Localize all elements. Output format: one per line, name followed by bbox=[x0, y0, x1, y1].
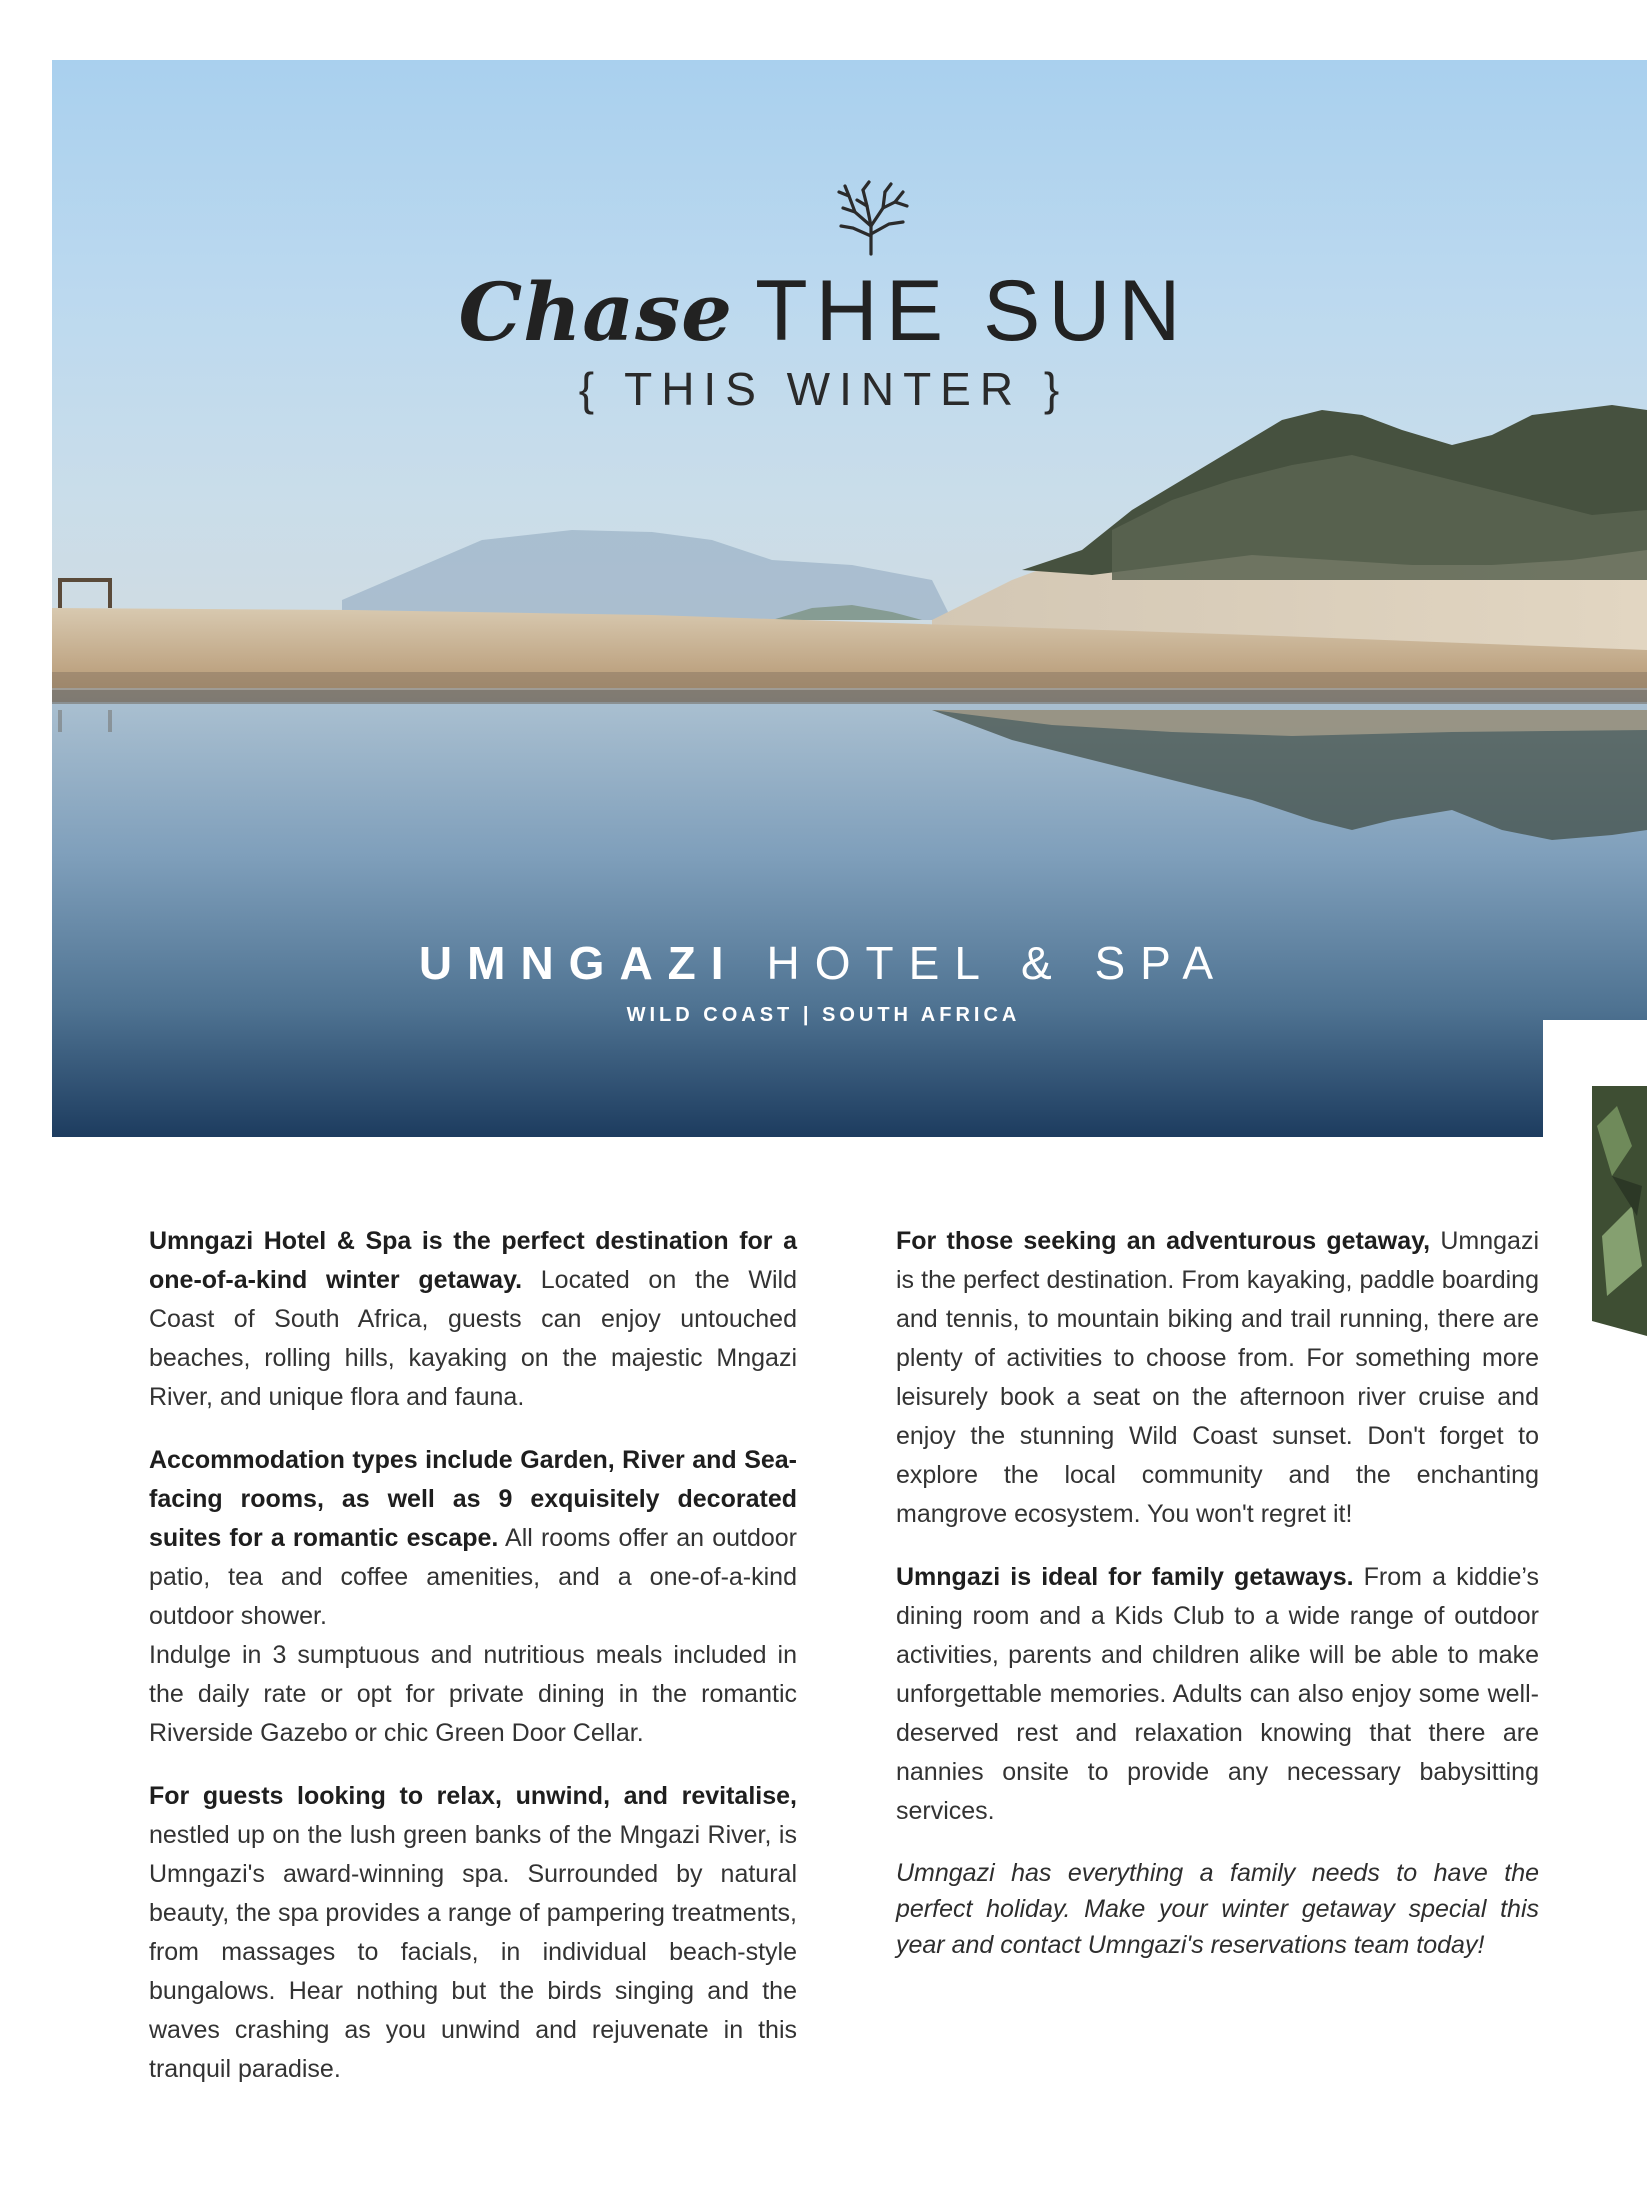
text-destination: Located on the Wild Coast of South Africa, guests can enjoy untouched beaches, rolling hills, kayaking on the majestic Mngazi River, and unique flora and fauna. bbox=[149, 1266, 797, 1411]
brand-name bbox=[0, 936, 1647, 990]
lead-destination: Umngazi Hotel & Spa is the perfect destination for a one-of-a-kind winter getaway. bbox=[149, 1227, 797, 1294]
headline-italic: Chase bbox=[458, 265, 734, 359]
paragraph-adventure bbox=[896, 1222, 1539, 1534]
brand-strong: UMNGAZI bbox=[418, 937, 739, 989]
paragraph-destination bbox=[149, 1222, 797, 1417]
text-family: From a kiddie’s dining room and a Kids Club to a wide range of outdoor activities, parents and children alike will be able to make unforgettable memories. Adults can also enjoy some well-deserved rest and relaxation knowing that there are nannies onsite to provide any necessary babysitting services. bbox=[896, 1563, 1539, 1825]
coral-tree-icon bbox=[833, 178, 913, 256]
headline bbox=[0, 262, 1647, 361]
subheadline: { THIS WINTER } bbox=[578, 363, 1069, 415]
paragraph-accommodation bbox=[149, 1441, 797, 1636]
left-column bbox=[149, 1222, 797, 2113]
lead-spa: For guests looking to relax, unwind, and revitalise, bbox=[149, 1782, 797, 1810]
text-adventure: Umngazi is the perfect destination. From kayaking, paddle boarding and tennis, to mountain biking and trail running, there are plenty of activities to choose from. For something more leisurely book a seat on the afternoon river cruise and enjoy the stunning Wild Coast sunset. Don't forget to explore the local community and the enchanting mangrove ecosystem. You won't regret it! bbox=[896, 1227, 1539, 1528]
text-dining: Indulge in 3 sumptuous and nutritious meals included in the daily rate or opt for private dining in the romantic Riverside Gazebo or chic Green Door Cellar. bbox=[149, 1641, 797, 1747]
paragraph-closing: Umngazi has everything a family needs to have the perfect holiday. Make your winter getaway special this year and contact Umngazi's reservations team today! bbox=[896, 1859, 1539, 1959]
brand-light: HOTEL & SPA bbox=[766, 937, 1229, 989]
headline-main: THE SUN bbox=[755, 263, 1189, 359]
paragraph-dining bbox=[149, 1636, 797, 1753]
location-tagline: WILD COAST | SOUTH AFRICA bbox=[626, 1004, 1021, 1026]
lead-accommodation: Accommodation types include Garden, River and Sea-facing rooms, as well as 9 exquisitely decorated suites for a romantic escape. bbox=[149, 1446, 797, 1552]
text-spa: nestled up on the lush green banks of the Mngazi River, is Umngazi's award-winning spa. Surrounded by natural beauty, the spa provides a range of pampering treatments, from massages to facials, in individual beach-style bungalows. Hear nothing but the birds singing and the waves crashing as you unwind and rejuvenate in this tranquil paradise. bbox=[149, 1821, 797, 2083]
lead-adventure: For those seeking an adventurous getaway, bbox=[896, 1227, 1431, 1255]
paragraph-family bbox=[896, 1558, 1539, 1831]
lead-family: Umngazi is ideal for family getaways. bbox=[896, 1563, 1354, 1591]
text-accommodation: All rooms offer an outdoor patio, tea and coffee amenities, and a one-of-a-kind outdoor shower. bbox=[149, 1524, 797, 1630]
paragraph-spa bbox=[149, 1777, 797, 2089]
side-plant-photo bbox=[1592, 1086, 1647, 1346]
right-column bbox=[896, 1222, 1539, 1987]
